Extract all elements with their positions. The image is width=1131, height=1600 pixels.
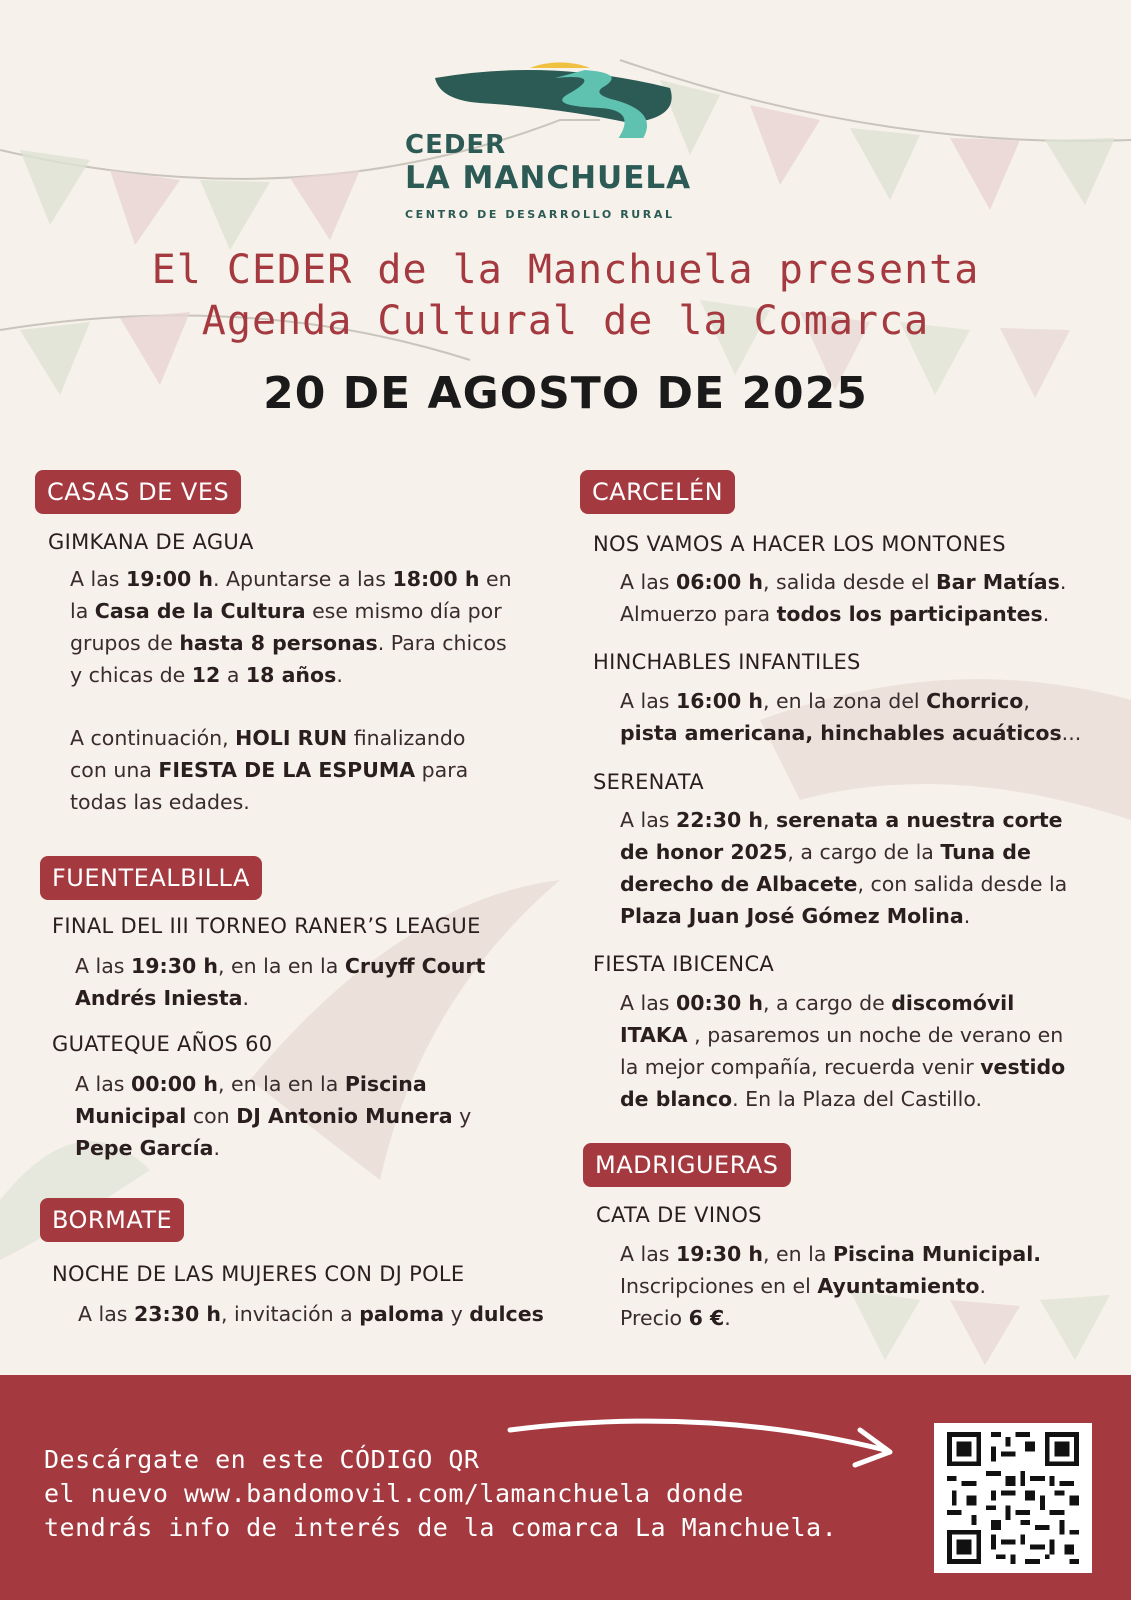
town-label: CARCELÉN: [580, 470, 735, 514]
event-description: A las 19:30 h, en la en la Cruyff Court Andrés Iniesta.: [75, 954, 486, 1010]
event-title: CATA DE VINOS: [596, 1203, 762, 1227]
event-title: NOS VAMOS A HACER LOS MONTONES: [593, 532, 1006, 556]
town-label: MADRIGUERAS: [583, 1143, 791, 1187]
ceder-logo: [400, 38, 720, 228]
town-tag-carcelen: [580, 470, 735, 514]
arrow-right-icon: [505, 1410, 905, 1480]
town-label: CASAS DE VES: [35, 470, 241, 514]
town-label: BORMATE: [40, 1198, 184, 1242]
event-description: A las 06:00 h, salida desde el Bar Matías. Almuerzo para todos los participantes.: [620, 570, 1067, 626]
logo-line-ceder: CEDER: [405, 130, 507, 160]
logo-line-manchuela: LA MANCHUELA: [405, 160, 692, 196]
event-description: A las 00:00 h, en la en la Piscina Municipal con DJ Antonio Munera y Pepe García.: [75, 1072, 472, 1160]
town-tag-bormate: [40, 1198, 184, 1242]
town-tag-casas-de-ves: [35, 470, 241, 514]
event-description: A las 00:30 h, a cargo de discomóvil ITAKA , pasaremos un noche de verano en la mejor compañía, recuerda venir vestido de blanco. En la Plaza del Castillo.: [620, 991, 1066, 1111]
qr-code[interactable]: [934, 1423, 1092, 1573]
event-date: 20 DE AGOSTO DE 2025: [263, 368, 868, 419]
town-tag-fuentealbilla: [40, 856, 262, 900]
event-description: A las 22:30 h, serenata a nuestra corte de honor 2025, a cargo de la Tuna de derecho de Albacete, con salida desde la Plaza Juan José Gómez Molina.: [620, 808, 1068, 928]
event-title: GUATEQUE AÑOS 60: [52, 1032, 273, 1056]
event-title: NOCHE DE LAS MUJERES CON DJ POLE: [52, 1262, 465, 1286]
event-description: A las 23:30 h, invitación a paloma y dulces: [78, 1302, 544, 1326]
event-title: HINCHABLES INFANTILES: [593, 650, 861, 674]
headline-line-1: El CEDER de la Manchuela presenta: [151, 247, 980, 293]
town-tag-madrigueras: [583, 1143, 791, 1187]
event-description: A las 19:30 h, en la Piscina Municipal. Inscripciones en el Ayuntamiento. Precio 6 €.: [620, 1242, 1042, 1330]
event-title: SERENATA: [593, 770, 704, 794]
footer-line-2: el nuevo www.bandomovil.com/lamanchuela donde: [44, 1479, 744, 1508]
qr-code-icon: [938, 1427, 1088, 1569]
event-description: A las 19:00 h. Apuntarse a las 18:00 h en la Casa de la Cultura ese mismo día por grupos de hasta 8 personas. Para chicos y chicas de 12 a 18 años.: [70, 567, 512, 687]
footer-line-1: Descárgate en este CÓDIGO QR: [44, 1445, 480, 1474]
event-title: GIMKANA DE AGUA: [48, 530, 254, 554]
logo-line-subtitle: CENTRO DE DESARROLLO RURAL: [405, 208, 675, 221]
event-description: A las 16:00 h, en la zona del Chorrico, pista americana, hinchables acuáticos...: [620, 689, 1082, 745]
footer-line-3: tendrás info de interés de la comarca La Manchuela.: [44, 1513, 838, 1542]
logo-emblem-icon: [400, 38, 720, 138]
event-title: FINAL DEL III TORNEO RANER’S LEAGUE: [52, 914, 481, 938]
town-label: FUENTEALBILLA: [40, 856, 262, 900]
event-title: FIESTA IBICENCA: [593, 952, 775, 976]
event-description: A continuación, HOLI RUN finalizando con una FIESTA DE LA ESPUMA para todas las edades.: [70, 726, 469, 814]
headline-line-2: Agenda Cultural de la Comarca: [201, 298, 930, 344]
footer-banner: [0, 1375, 1131, 1600]
